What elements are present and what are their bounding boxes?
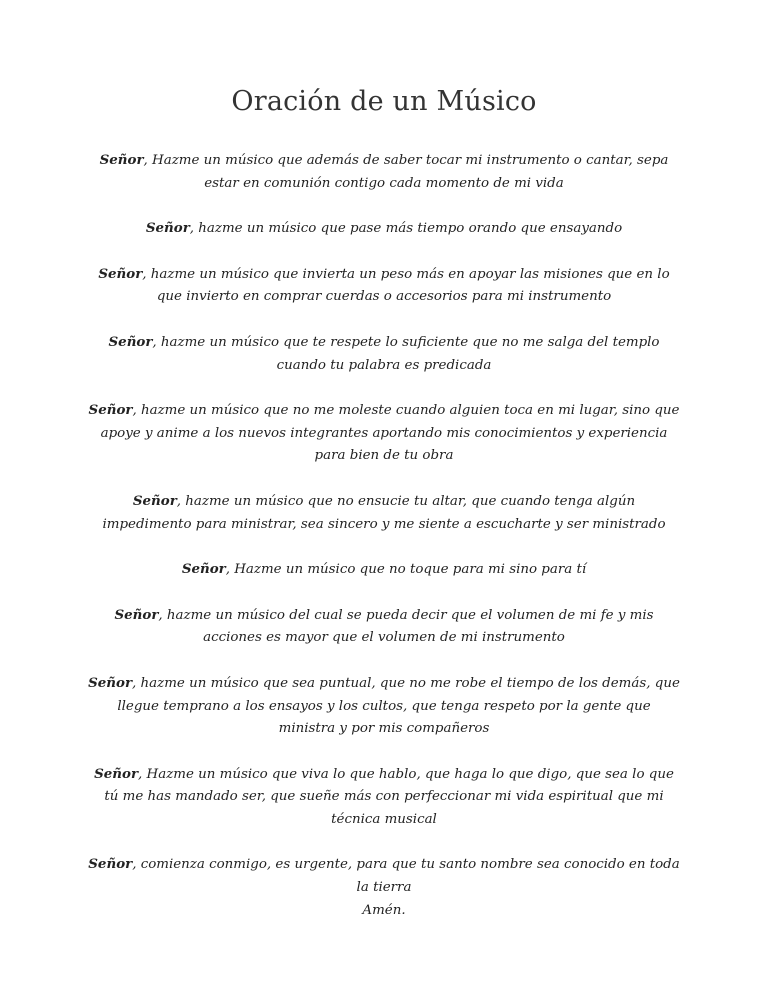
prayer-body [88,149,680,944]
paragraph-lead: Señor [99,152,144,168]
paragraph-text: , hazme un músico que no ensucie tu altar, que cuando tenga algún impedimento para ministrar, sea sincero y me siente a escucharte y ser ministrado [102,493,666,532]
paragraph-text: , hazme un músico del cual se pueda decir que el volumen de mi fe y mis acciones es mayor que el volumen de mi instrumento [158,607,654,646]
paragraph-lead: Señor [98,265,143,282]
prayer-paragraph-11 [88,853,680,922]
prayer-paragraph-6 [88,490,680,536]
prayer-paragraph-2 [88,217,680,241]
paragraph-text: , hazme un músico que no me moleste cuando alguien toca en mi lugar, sino que apoye y anime a los nuevos integrantes aportando mis conocimientos y experiencia para bien de tu obra [100,403,680,464]
paragraph-lead: Señor [94,765,139,782]
paragraph-lead: Señor [181,561,226,578]
paragraph-lead: Señor [132,492,177,509]
paragraph-lead: Señor [114,606,159,623]
paragraph-lead: Señor [145,220,190,237]
paragraph-text: , hazme un músico que invierta un peso más en apoyar las misiones que en lo que invierto en comprar cuerdas o accesorios para mi instrumento [142,266,670,305]
paragraph-text: , hazme un músico que pase más tiempo orando que ensayando [189,221,623,237]
paragraph-lead: Señor [88,674,133,691]
prayer-paragraph-7 [88,558,680,582]
paragraph-text: , hazme un músico que sea puntual, que no me robe el tiempo de los demás, que llegue temprano a los ensayos y los cultos, que tenga respeto por la gente que ministra y por mis compañeros [117,675,680,737]
paragraph-text: , Hazme un músico que no toque para mi sino para tí [225,562,587,578]
prayer-paragraph-4 [88,331,680,377]
closing-amen: Amén. [362,902,406,918]
prayer-paragraph-1 [88,149,680,195]
paragraph-lead: Señor [88,856,133,873]
paragraph-text: , comienza conmigo, es urgente, para que tu santo nombre sea conocido en toda la tierra [132,857,680,896]
paragraph-text: , Hazme un músico que viva lo que hablo, que haga lo que digo, que sea lo que tú me has mandado ser, que sueñe más con perfeccionar mi vida espiritual que mi técnica musical [104,766,674,827]
paragraph-text: , Hazme un músico que además de saber tocar mi instrumento o cantar, sepa estar en comunión contigo cada momento de mi vida [143,153,669,191]
prayer-paragraph-3 [88,263,680,309]
paragraph-lead: Señor [108,333,153,350]
paragraph-text: , hazme un músico que te respete lo suficiente que no me salga del templo cuando tu palabra es predicada [152,334,660,373]
paragraph-lead: Señor [88,402,133,419]
prayer-paragraph-10 [88,763,680,832]
prayer-paragraph-9 [88,672,680,741]
prayer-paragraph-5 [88,399,680,468]
prayer-paragraph-8 [88,604,680,650]
document-title: Oración de un Músico [231,86,537,117]
